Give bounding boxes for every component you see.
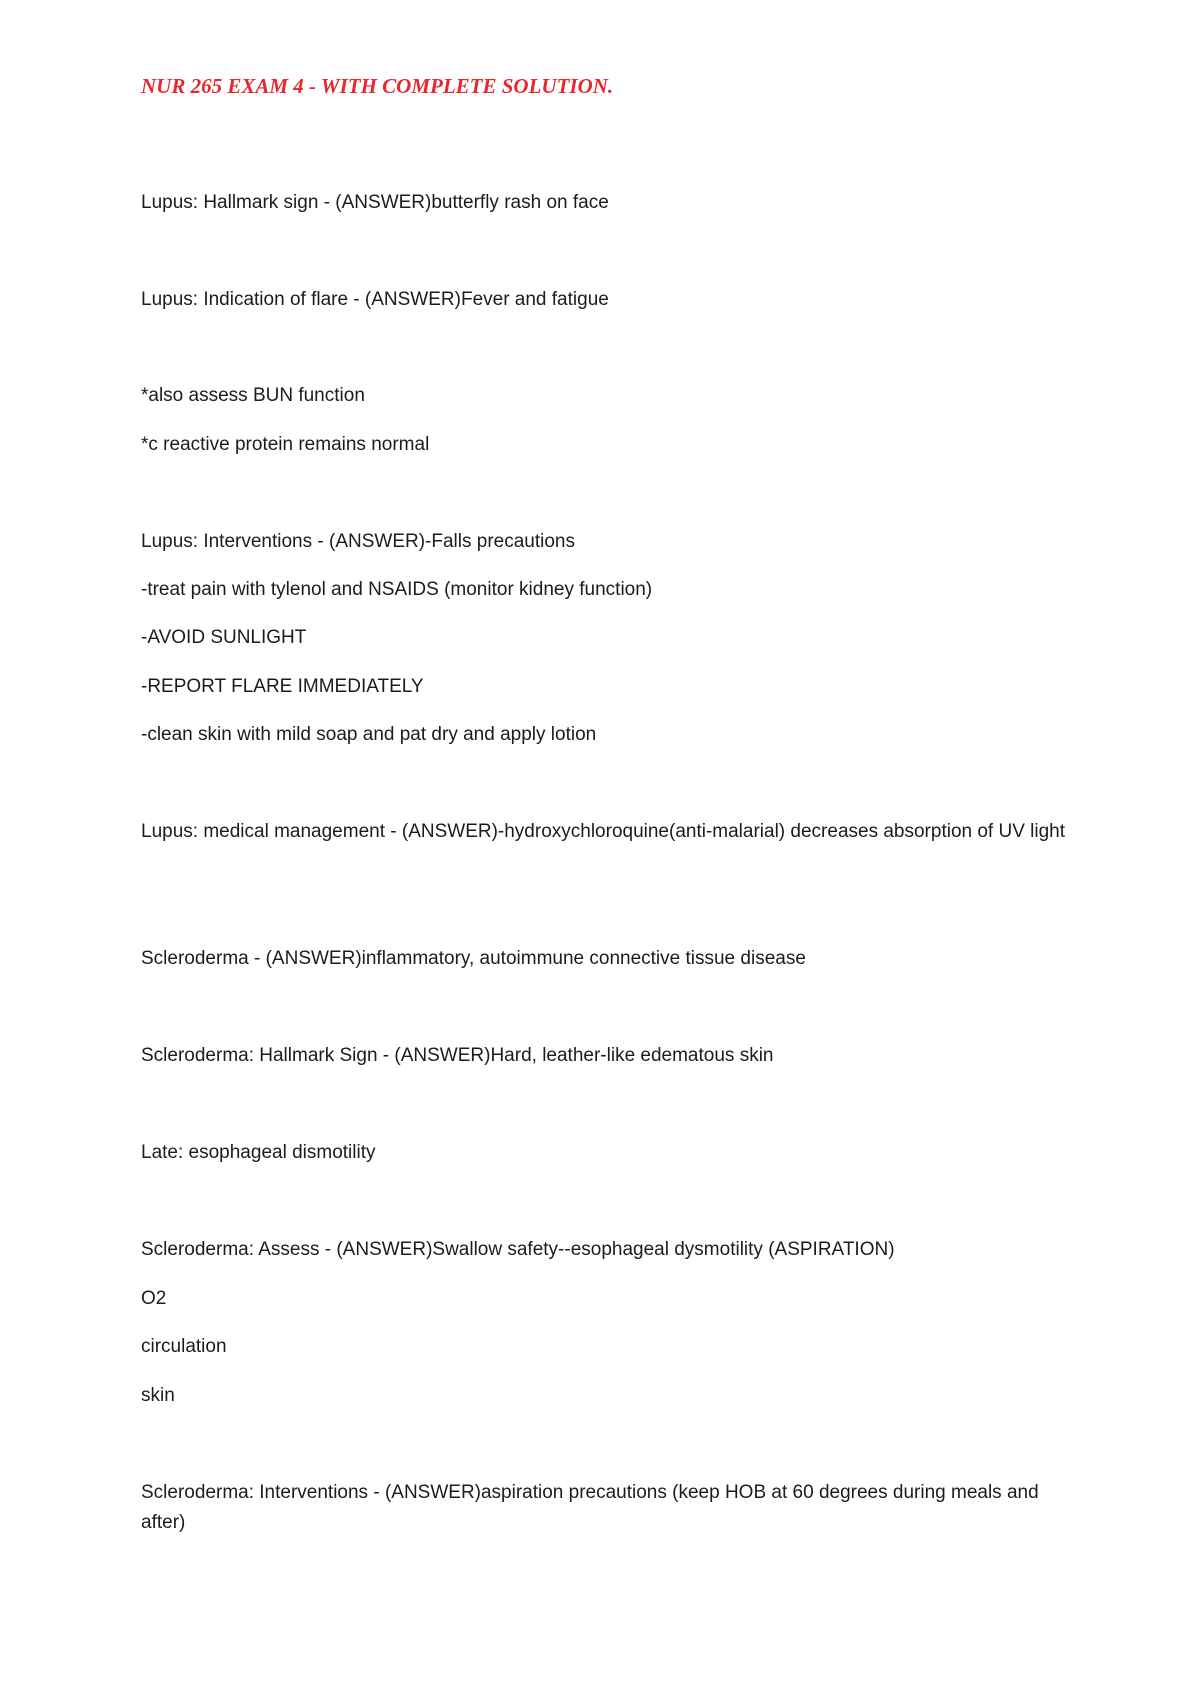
text-line-circulation: circulation (141, 1336, 227, 1357)
text-line-scleroderma: Scleroderma - (ANSWER)inflammatory, autoimmune connective tissue disease (141, 948, 806, 969)
text-line-avoid-sunlight: -AVOID SUNLIGHT (141, 627, 307, 648)
text-line-report-flare: -REPORT FLARE IMMEDIATELY (141, 676, 424, 697)
text-line-clean-skin: -clean skin with mild soap and pat dry and apply lotion (141, 724, 597, 745)
text-line-lupus-medical: Lupus: medical management - (ANSWER)-hydroxychloroquine(anti-malarial) decreases absorption of UV light (141, 821, 1066, 842)
text-line-crp: *c reactive protein remains normal (141, 434, 430, 455)
text-line-lupus-interventions: Lupus: Interventions - (ANSWER)-Falls precautions (141, 531, 575, 552)
text-line-scleroderma-interventions: Scleroderma: Interventions - (ANSWER)aspiration precautions (keep HOB at 60 degrees during meals and after) (141, 1482, 1039, 1533)
text-line-scleroderma-assess: Scleroderma: Assess - (ANSWER)Swallow safety--esophageal dysmotility (ASPIRATION) (141, 1239, 895, 1260)
text-line-late: Late: esophageal dismotility (141, 1142, 376, 1163)
text-line-treat-pain: -treat pain with tylenol and NSAIDS (monitor kidney function) (141, 579, 653, 600)
text-line-lupus-hallmark: Lupus: Hallmark sign - (ANSWER)butterfly rash on face (141, 192, 609, 213)
text-line-scleroderma-hallmark: Scleroderma: Hallmark Sign - (ANSWER)Hard, leather-like edematous skin (141, 1045, 774, 1066)
text-line-o2: O2 (141, 1288, 167, 1309)
text-line-lupus-flare: Lupus: Indication of flare - (ANSWER)Fever and fatigue (141, 289, 609, 310)
text-line-skin: skin (141, 1385, 175, 1406)
text-line-bun: *also assess BUN function (141, 385, 365, 406)
document-title: NUR 265 EXAM 4 - WITH COMPLETE SOLUTION. (141, 74, 614, 98)
